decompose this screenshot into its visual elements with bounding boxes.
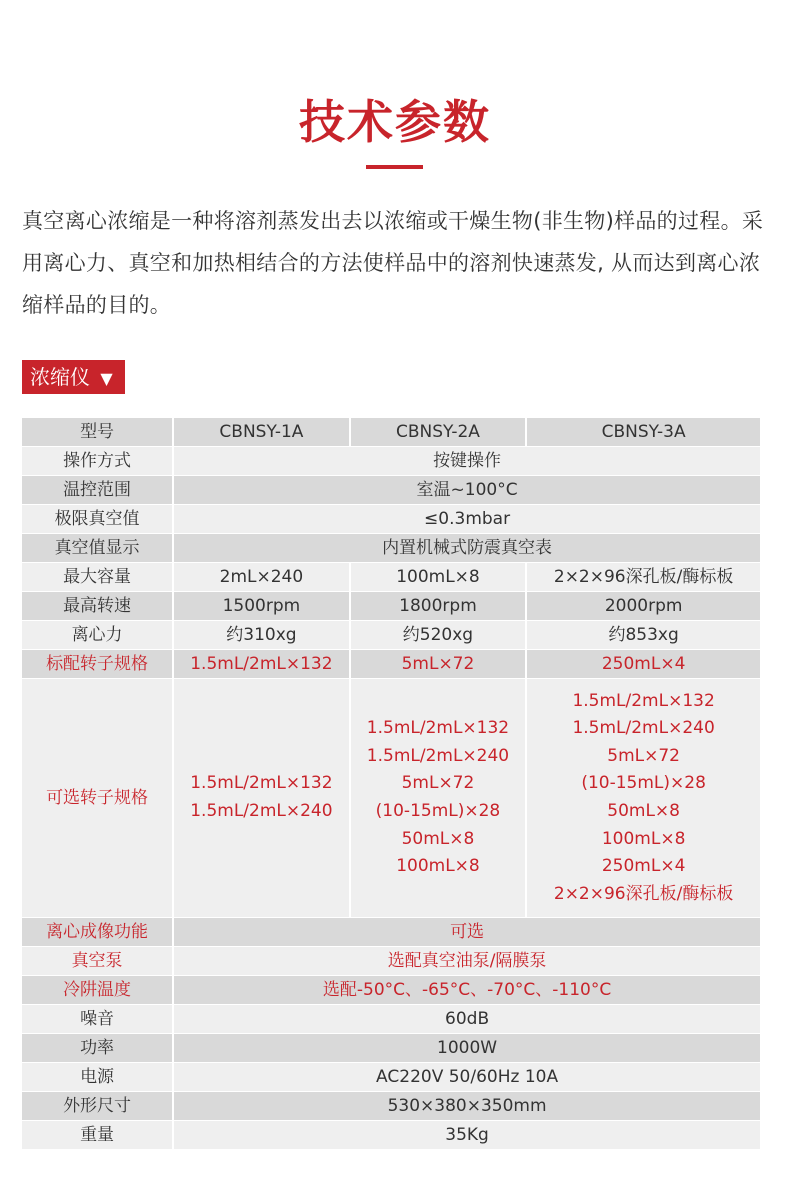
list-item: 50mL×8 xyxy=(401,828,475,849)
row-value-list xyxy=(174,679,349,917)
row-value: 60dB xyxy=(174,1005,760,1033)
row-label: 离心力 xyxy=(22,621,172,649)
row-label: 真空值显示 xyxy=(22,534,172,562)
row-label: 噪音 xyxy=(22,1005,172,1033)
table-row xyxy=(22,476,760,504)
spec-table xyxy=(20,417,762,1150)
row-label: 重量 xyxy=(22,1121,172,1149)
row-value: ≤0.3mbar xyxy=(174,505,760,533)
row-label: 离心成像功能 xyxy=(22,918,172,946)
list-item: 5mL×72 xyxy=(401,773,475,794)
row-label: 外形尺寸 xyxy=(22,1092,172,1120)
row-value: 2×2×96深孔板/酶标板 xyxy=(527,563,760,591)
row-value: 250mL×4 xyxy=(527,650,760,678)
row-label: 最大容量 xyxy=(22,563,172,591)
list-item: 1.5mL/2mL×132 xyxy=(572,690,715,711)
row-label: 功率 xyxy=(22,1034,172,1062)
row-value-list xyxy=(527,679,760,917)
row-value: 2000rpm xyxy=(527,592,760,620)
row-label: 可选转子规格 xyxy=(22,679,172,917)
row-value: 5mL×72 xyxy=(351,650,526,678)
list-item: 1.5mL/2mL×240 xyxy=(190,801,333,821)
section-tag-concentrator xyxy=(22,360,125,394)
list-item: 5mL×72 xyxy=(607,745,680,766)
row-value: 内置机械式防震真空表 xyxy=(174,534,760,562)
row-value: 1000W xyxy=(174,1034,760,1062)
list-item: (10-15mL)×28 xyxy=(581,773,706,794)
list-item: 100mL×8 xyxy=(601,828,686,849)
row-label: 最高转速 xyxy=(22,592,172,620)
model-1a: CBNSY-1A xyxy=(174,418,349,446)
table-row xyxy=(22,447,760,475)
table-row xyxy=(22,1005,760,1033)
table-row-optional-rotor xyxy=(22,679,760,917)
list-item: 1.5mL/2mL×132 xyxy=(190,773,333,794)
section-tag-label: 浓缩仪 xyxy=(30,365,90,389)
row-label: 真空泵 xyxy=(22,947,172,975)
table-row xyxy=(22,621,760,649)
table-row xyxy=(22,1063,760,1091)
list-item: 2×2×96深孔板/酶标板 xyxy=(553,883,734,904)
row-value: 选配真空油泵/隔膜泵 xyxy=(174,947,760,975)
row-value: 2mL×240 xyxy=(174,563,349,591)
row-value: 室温~100°C xyxy=(174,476,760,504)
row-value: AC220V 50/60Hz 10A xyxy=(174,1063,760,1091)
table-row xyxy=(22,534,760,562)
table-row xyxy=(22,1121,760,1149)
row-label: 型号 xyxy=(22,418,172,446)
list-item: 1.5mL/2mL×240 xyxy=(366,745,510,766)
list-item: 1.5mL/2mL×240 xyxy=(572,718,715,739)
intro-paragraph: 真空离心浓缩是一种将溶剂蒸发出去以浓缩或干燥生物(非生物)样品的过程。采用离心力、真空和加热相结合的方法使样品中的溶剂快速蒸发, 从而达到离心浓缩样品的目的。 xyxy=(22,209,764,317)
row-value: 530×380×350mm xyxy=(174,1092,760,1120)
list-item: (10-15mL)×28 xyxy=(375,801,501,821)
row-value: 1.5mL/2mL×132 xyxy=(174,650,349,678)
table-row xyxy=(22,505,760,533)
list-item: 250mL×4 xyxy=(601,856,686,877)
triangle-down-icon: ▼ xyxy=(100,369,113,388)
table-row xyxy=(22,592,760,620)
table-header-row xyxy=(22,418,760,446)
row-value: 选配-50°C、-65°C、-70°C、-110°C xyxy=(174,976,760,1004)
row-value: 按键操作 xyxy=(174,447,760,475)
row-value-list xyxy=(351,679,526,917)
table-row xyxy=(22,1092,760,1120)
row-value: 100mL×8 xyxy=(351,563,526,591)
row-label: 极限真空值 xyxy=(22,505,172,533)
row-value: 1800rpm xyxy=(351,592,526,620)
row-value: 约853xg xyxy=(527,621,760,649)
model-2a: CBNSY-2A xyxy=(351,418,526,446)
table-row xyxy=(22,976,760,1004)
table-row xyxy=(22,650,760,678)
page-title: 技术参数 xyxy=(299,95,491,149)
row-label: 电源 xyxy=(22,1063,172,1091)
table-row xyxy=(22,947,760,975)
row-value: 约310xg xyxy=(174,621,349,649)
table-row xyxy=(22,918,760,946)
title-underline xyxy=(366,165,423,169)
row-value: 可选 xyxy=(174,918,760,946)
row-value: 约520xg xyxy=(351,621,526,649)
row-label: 标配转子规格 xyxy=(22,650,172,678)
row-label: 温控范围 xyxy=(22,476,172,504)
list-item: 1.5mL/2mL×132 xyxy=(366,718,510,739)
row-value: 1500rpm xyxy=(174,592,349,620)
table-row xyxy=(22,563,760,591)
model-3a: CBNSY-3A xyxy=(527,418,760,446)
table-row xyxy=(22,1034,760,1062)
list-item: 100mL×8 xyxy=(396,856,480,877)
row-label: 冷阱温度 xyxy=(22,976,172,1004)
row-label: 操作方式 xyxy=(22,447,172,475)
list-item: 50mL×8 xyxy=(607,801,680,821)
row-value: 35Kg xyxy=(174,1121,760,1149)
